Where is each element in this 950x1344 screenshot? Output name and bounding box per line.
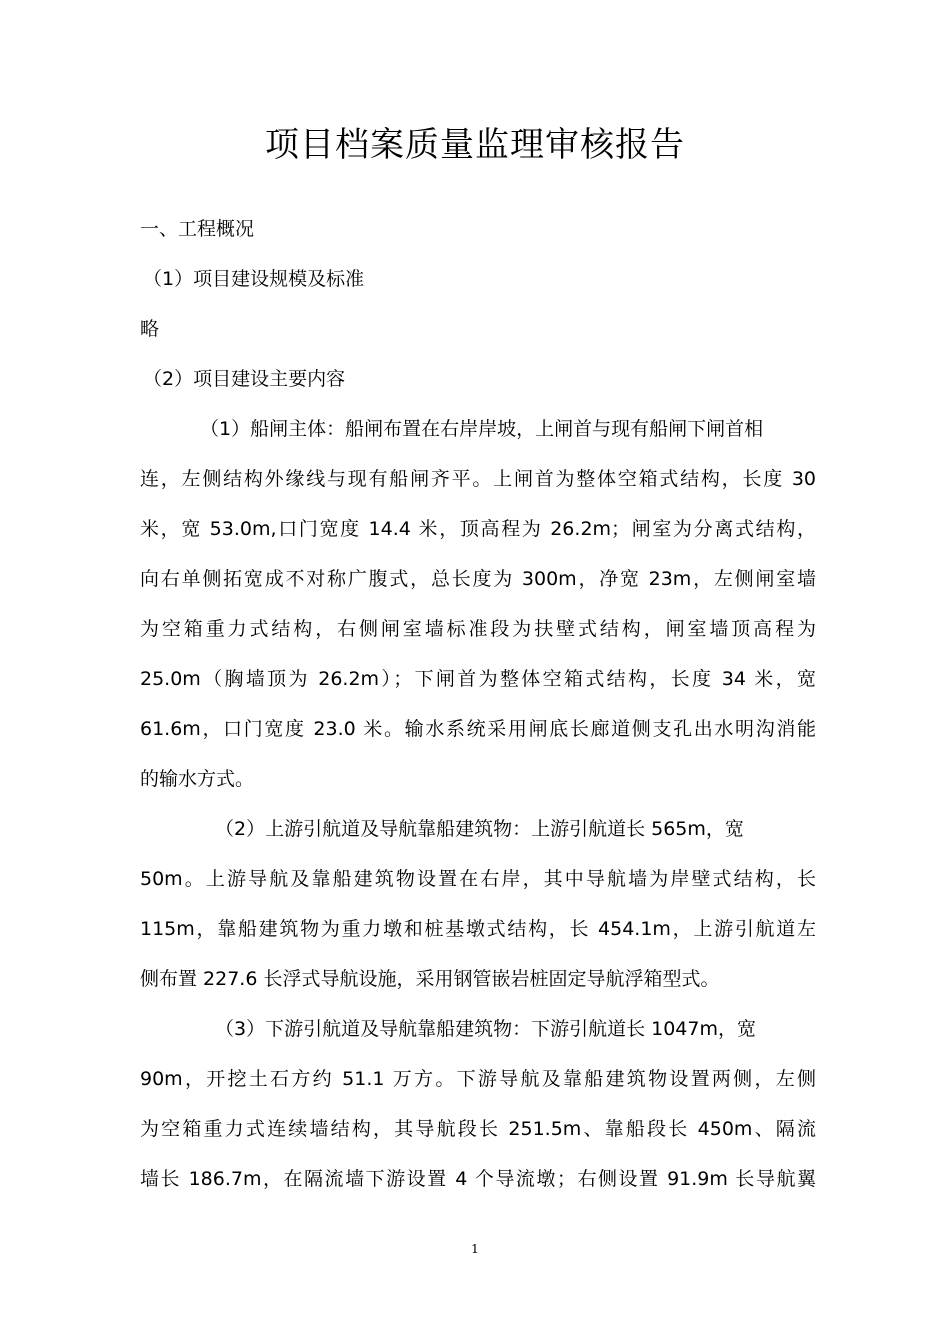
paragraph-line: 为空箱重力式结构，右侧闸室墙标准段为扶壁式结构，闸室墙顶高程为 (140, 618, 816, 640)
paragraph-line: 墙长 186.7m，在隔流墙下游设置 4 个导流墩；右侧设置 91.9m 长导航翼 (140, 1168, 816, 1190)
paragraph-line: 115m，靠船建筑物为重力墩和桩基墩式结构，长 454.1m，上游引航道左 (140, 918, 816, 940)
paragraph-line: 90m，开挖土石方约 51.1 万方。下游导航及靠船建筑物设置两侧，左侧 (140, 1068, 816, 1090)
paragraph-line: 25.0m（胸墙顶为 26.2m）；下闸首为整体空箱式结构，长度 34 米，宽 (140, 668, 816, 690)
subheading-content: （2）项目建设主要内容 (143, 368, 346, 390)
paragraph-line: 61.6m，口门宽度 23.0 米。输水系统采用闸底长廊道侧支孔出水明沟消能 (140, 718, 816, 740)
subheading-scale: （1）项目建设规模及标准 (143, 268, 365, 290)
paragraph-line: 向右单侧拓宽成不对称广腹式，总长度为 300m，净宽 23m，左侧闸室墙 (140, 568, 816, 590)
paragraph-line: （3）下游引航道及导航靠船建筑物：下游引航道长 1047m，宽 (215, 1018, 756, 1040)
paragraph-line: 的输水方式。 (140, 768, 255, 790)
paragraph-line: 连，左侧结构外缘线与现有船闸齐平。上闸首为整体空箱式结构，长度 30 (140, 468, 816, 490)
paragraph-line: （2）上游引航道及导航靠船建筑物：上游引航道长 565m，宽 (215, 818, 744, 840)
section-heading-overview: 一、工程概况 (140, 218, 255, 240)
paragraph-line: 为空箱重力式连续墙结构，其导航段长 251.5m、靠船段长 450m、隔流 (140, 1118, 816, 1140)
page-number: 1 (471, 1242, 479, 1256)
paragraph-line: （1）船闸主体：船闸布置在右岸岸坡，上闸首与现有船闸下闸首相 (200, 418, 764, 440)
paragraph-line: 50m。上游导航及靠船建筑物设置在右岸，其中导航墙为岸壁式结构，长 (140, 868, 816, 890)
paragraph-line: 侧布置 227.6 长浮式导航设施，采用钢管嵌岩桩固定导航浮箱型式。 (140, 968, 720, 990)
paragraph-omitted: 略 (140, 318, 160, 340)
page-title: 项目档案质量监理审核报告 (265, 124, 685, 165)
paragraph-line: 米，宽 53.0m,口门宽度 14.4 米，顶高程为 26.2m；闸室为分离式结构， (140, 518, 816, 540)
